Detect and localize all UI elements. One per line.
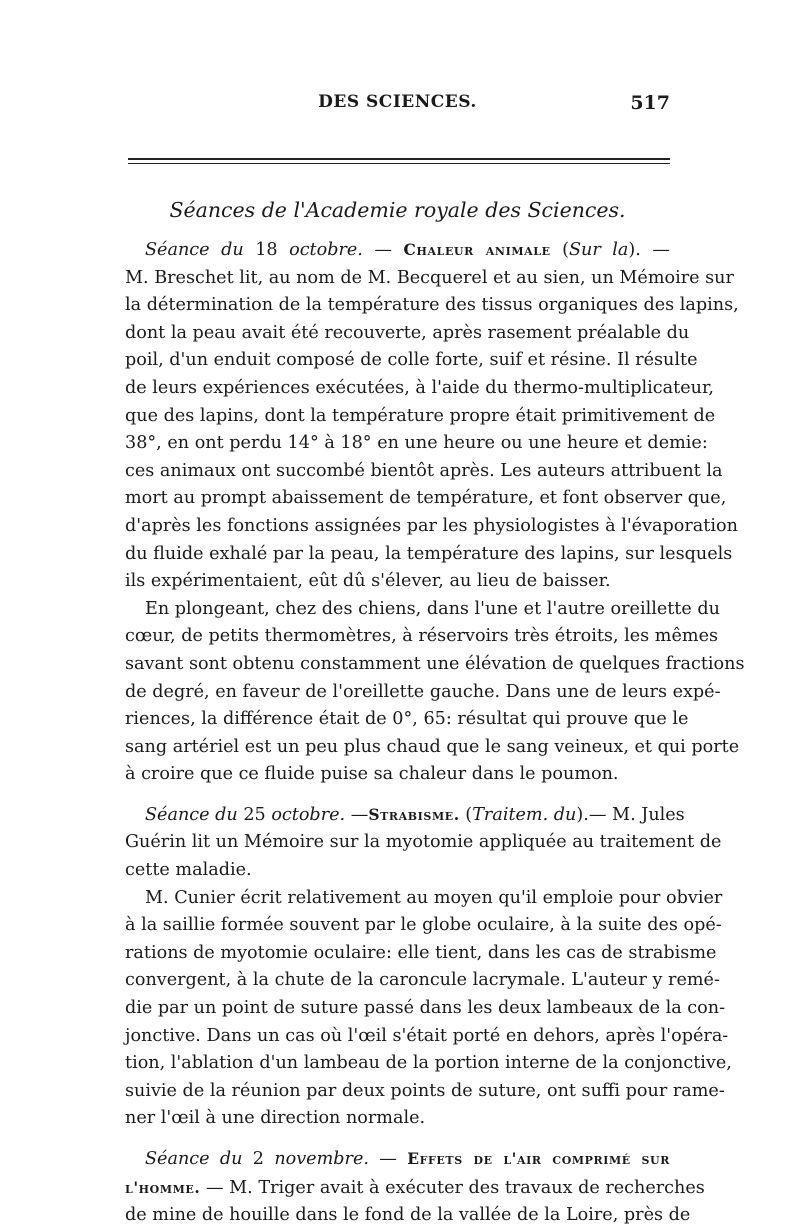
paragraph — [125, 801, 722, 885]
text-run: cette maladie. — [125, 860, 252, 881]
text-run: 2 — [242, 1149, 275, 1169]
paragraph — [125, 236, 739, 596]
running-head — [125, 92, 670, 118]
text-run: — — [368, 1149, 408, 1169]
italic-text: octobre. — [289, 240, 363, 260]
rubric-heading: Chaleur animale — [403, 240, 551, 259]
text-run: à la saillie formée souvent par le globe oculaire, à la suite des opé- — [125, 915, 722, 936]
text-run: tion, l'ablation d'un lambeau de la portion interne de la conjonctive, — [125, 1053, 732, 1074]
text-run: — — [640, 240, 670, 260]
italic-text: octobre. — [271, 804, 346, 825]
text-line — [125, 761, 670, 789]
text-run: Guérin lit un Mémoire sur la myotomie appliquée au traitement de — [125, 832, 722, 853]
paragraph-gap — [125, 1133, 670, 1145]
text-run: dont la peau avait été recouverte, après rasement préalable du — [125, 322, 690, 343]
text-run: ( — [459, 804, 473, 825]
text-run: — — [345, 804, 369, 825]
text-run: ces animaux ont succombé bientôt après. Les auteurs attribuent la — [125, 460, 723, 481]
text-line — [125, 1078, 725, 1106]
text-line — [125, 1105, 670, 1133]
text-run: mort au prompt abaissement de température, et font observer que, — [125, 488, 727, 509]
italic-text: Séance du — [145, 1149, 243, 1169]
header-rule-thin — [128, 163, 670, 164]
text-run: que des lapins, dont la température propre était primitivement de — [125, 405, 716, 426]
text-run: ner l'œil à une direction normale. — [125, 1108, 426, 1129]
text-line — [125, 458, 723, 486]
text-line — [125, 1174, 705, 1203]
text-run: M. Breschet lit, au nom de M. Becquerel et au sien, un Mémoire sur — [125, 267, 734, 288]
text-line — [125, 651, 745, 679]
text-run: ). — [628, 240, 641, 260]
text-line — [125, 801, 685, 830]
text-line — [125, 347, 698, 375]
text-run: M. Cunier écrit relativement au moyen qu'il emploie pour obvier — [145, 887, 723, 908]
text-line — [125, 1050, 732, 1078]
section-title: Séances de l'Academie royale des Sciences. — [169, 198, 626, 222]
text-run: convergent, à la chute de la caroncule lacrymale. L'auteur y remé- — [125, 970, 720, 991]
text-run: ils expérimentaient, eût dû s'élever, au lieu de baisser. — [125, 571, 611, 592]
text-line — [125, 995, 726, 1023]
paragraph-gap — [125, 789, 670, 801]
text-run: la détermination de la température des tissus organiques des lapins, — [125, 295, 739, 316]
text-run: sang artériel est un peu plus chaud que le sang veineux, et qui porte — [125, 736, 740, 757]
paragraph — [125, 1145, 705, 1230]
text-run: cœur, de petits thermomètres, à réservoirs très étroits, les mêmes — [125, 626, 719, 647]
text-run: jonctive. Dans un cas où l'œil s'était porté en dehors, après l'opéra- — [125, 1025, 729, 1046]
text-run: 18 — [243, 240, 290, 260]
rubric-heading: l'homme. — [125, 1177, 201, 1197]
text-run: — — [362, 240, 404, 260]
text-run: du fluide exhalé par la peau, la température des lapins, sur lesquels — [125, 543, 733, 564]
text-run: 38°, en ont perdu 14° à 18° en une heure ou une heure et demie: — [125, 433, 708, 454]
text-run: die par un point de suture passé dans les deux lambeaux de la con- — [125, 998, 726, 1019]
text-line — [125, 1145, 670, 1174]
text-line — [125, 265, 734, 293]
text-run: suivie de la réunion par deux points de suture, ont suffi pour rame- — [125, 1080, 725, 1101]
text-run: de degré, en faveur de l'oreillette gauche. Dans une de leurs expé- — [125, 681, 721, 702]
text-line — [125, 596, 720, 624]
text-line — [125, 912, 722, 940]
text-run: 25 — [237, 804, 272, 825]
rubric-heading: Strabisme. — [368, 804, 460, 824]
rubric-heading: Effets de l'air comprimé sur — [407, 1149, 670, 1168]
text-line — [125, 541, 733, 569]
text-run: poil, d'un enduit composé de colle forte, suif et résine. Il résulte — [125, 350, 698, 371]
header-rule-thick — [128, 158, 670, 160]
text-run: d'après les fonctions assignées par les physiologistes à l'évaporation — [125, 515, 738, 536]
text-line — [125, 375, 715, 403]
text-run: ( — [550, 240, 569, 260]
text-line — [125, 485, 727, 513]
text-run: En plongeant, chez des chiens, dans l'une et l'autre oreillette du — [145, 598, 720, 619]
text-run: ). — [576, 804, 589, 825]
running-head-title: DES SCIENCES. — [318, 92, 477, 112]
text-line — [125, 568, 670, 596]
text-line — [125, 236, 670, 265]
text-line — [125, 734, 740, 762]
text-line — [125, 885, 723, 913]
italic-text: Séance du — [145, 804, 238, 825]
text-line — [125, 679, 721, 707]
text-line — [125, 1023, 729, 1051]
page-number: 517 — [630, 92, 670, 114]
italic-text: Traitem. du — [472, 804, 577, 825]
text-line — [125, 430, 708, 458]
italic-text: novembre. — [274, 1149, 369, 1169]
text-line — [125, 967, 720, 995]
text-line — [125, 857, 670, 885]
paragraph — [125, 885, 732, 1133]
italic-text: Séance du — [145, 240, 244, 260]
text-line — [125, 403, 716, 431]
body-text — [125, 236, 745, 1230]
text-run: savant sont obtenu constamment une élévation de quelques fractions — [125, 653, 745, 674]
text-run: de leurs expériences exécutées, à l'aide du thermo-multiplicateur, — [125, 377, 715, 398]
text-line — [125, 1202, 691, 1230]
text-run: riences, la différence était de 0°, 65: résultat qui prouve que le — [125, 709, 689, 730]
text-line — [125, 706, 689, 734]
text-run: à croire que ce fluide puise sa chaleur dans le poumon. — [125, 764, 619, 785]
text-line — [125, 940, 717, 968]
text-line — [125, 513, 738, 541]
text-line — [125, 829, 722, 857]
text-line — [125, 320, 690, 348]
paragraph — [125, 596, 745, 789]
text-run: rations de myotomie oculaire: elle tient, dans les cas de strabisme — [125, 942, 717, 963]
text-line — [125, 623, 719, 651]
text-run: — M. Jules — [588, 804, 685, 825]
italic-text: Sur la — [568, 240, 629, 260]
text-run: — M. Triger avait à exécuter des travaux de recherches — [200, 1177, 705, 1198]
text-run: de mine de houille dans le fond de la vallée de la Loire, près de — [125, 1205, 691, 1226]
text-line — [125, 292, 739, 320]
